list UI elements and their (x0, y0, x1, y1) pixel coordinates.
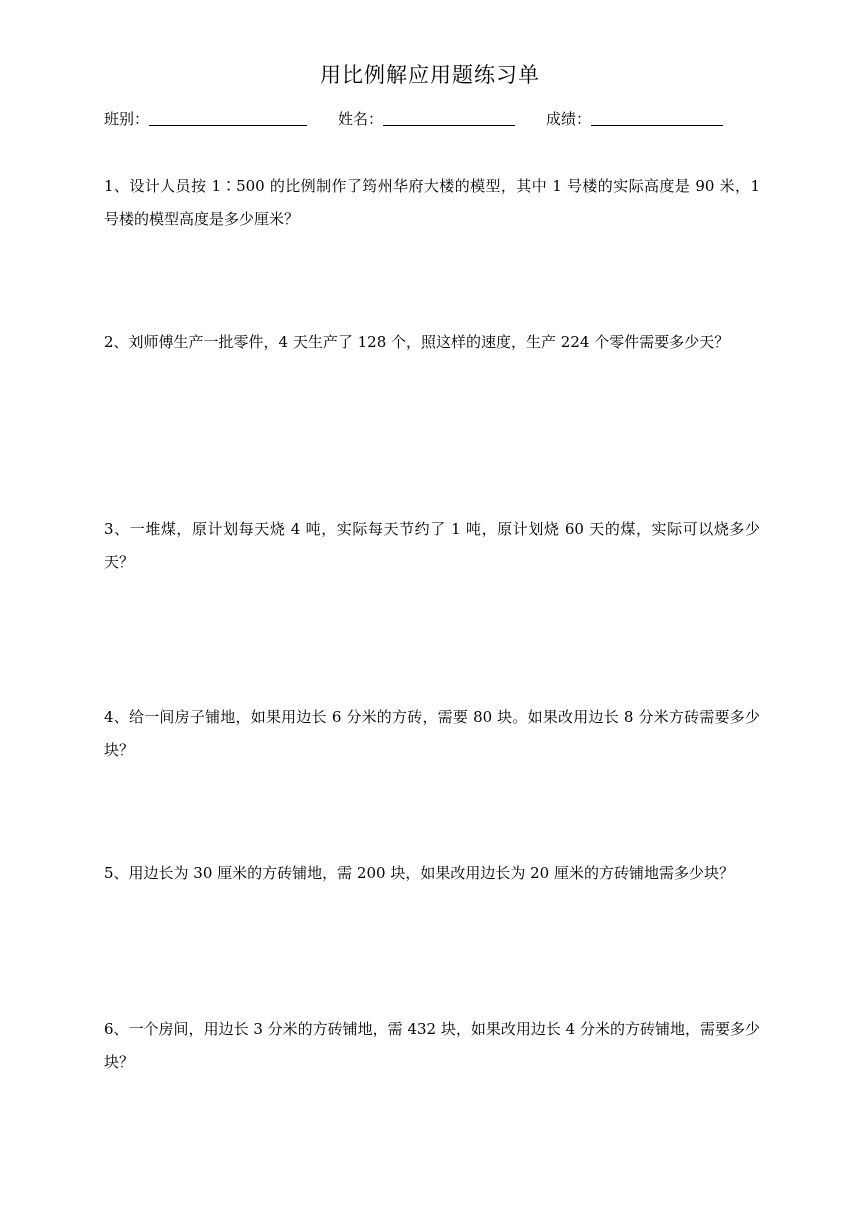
question-2: 2、刘师傅生产一批零件，4 天生产了 128 个，照这样的速度，生产 224 个零件需要多少天？ (104, 333, 730, 351)
question-1: 1、设计人员按 1∶500 的比例制作了筠州华府大楼的模型，其中 1 号楼的实际高度是 90 米，1 号楼的模型高度是多少厘米？ (104, 177, 760, 228)
score-blank-line (591, 106, 723, 126)
score-field (546, 106, 723, 132)
page-title: 用比例解应用题练习单 (320, 63, 540, 87)
score-label: 成绩： (546, 110, 592, 128)
question-6: 6、一个房间，用边长 3 分米的方砖铺地，需 432 块，如果改用边长 4 分米的方砖铺地，需要多少块？ (104, 1020, 760, 1071)
class-label: 班别： (104, 110, 150, 128)
question-4: 4、给一间房子铺地，如果用边长 6 分米的方砖，需要 80 块。如果改用边长 8 分米方砖需要多少块？ (104, 708, 760, 759)
question-5: 5、用边长为 30 厘米的方砖铺地，需 200 块，如果改用边长为 20 厘米的方砖铺地需多少块？ (104, 864, 734, 882)
class-field (104, 106, 307, 132)
name-field (338, 106, 515, 132)
name-blank-line (383, 106, 515, 126)
question-3: 3、一堆煤，原计划每天烧 4 吨，实际每天节约了 1 吨，原计划烧 60 天的煤，实际可以烧多少天？ (104, 520, 760, 571)
class-blank-line (149, 106, 307, 126)
name-label: 姓名： (338, 110, 384, 128)
